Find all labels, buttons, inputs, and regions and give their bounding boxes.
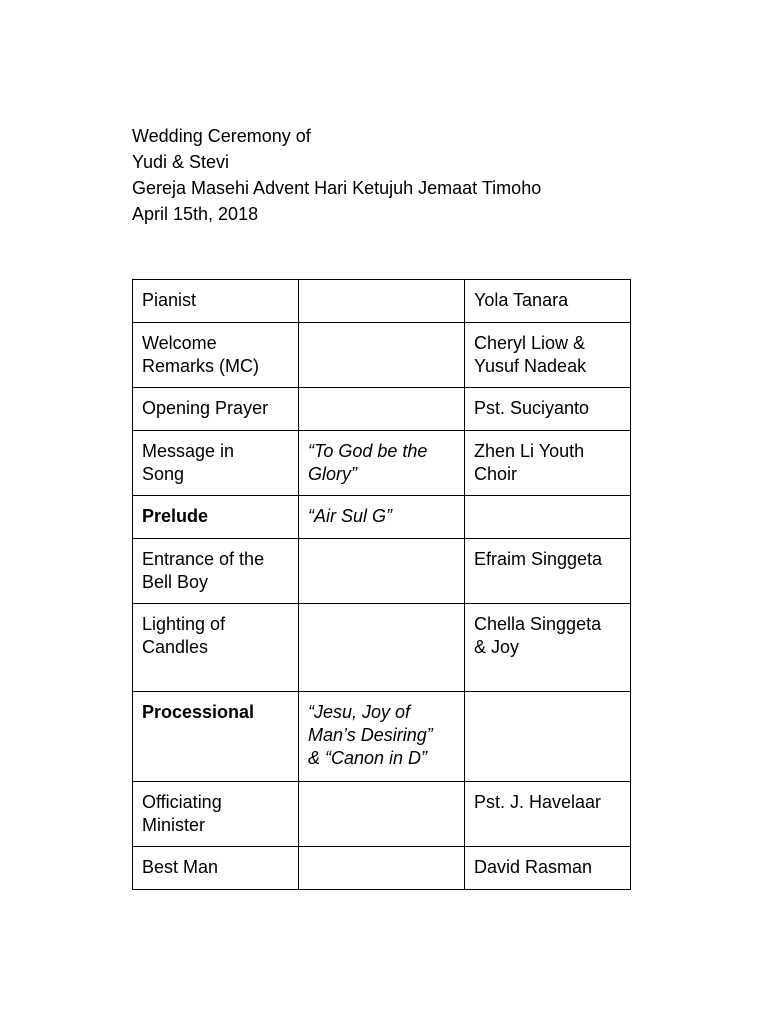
table-row bbox=[133, 280, 631, 323]
person-cell bbox=[465, 496, 631, 539]
person-text: Cheryl Liow & Yusuf Nadeak bbox=[474, 333, 587, 376]
person-cell bbox=[465, 323, 631, 388]
piece-cell bbox=[299, 280, 465, 323]
role-cell bbox=[133, 388, 299, 431]
ceremony-header bbox=[132, 123, 541, 227]
couple-names: Yudi & Stevi bbox=[132, 152, 230, 172]
person-text: Pst. Suciyanto bbox=[474, 398, 590, 418]
role-cell bbox=[133, 782, 299, 847]
program-table bbox=[132, 279, 631, 890]
role-cell bbox=[133, 323, 299, 388]
piece-cell bbox=[299, 431, 465, 496]
role-text: Opening Prayer bbox=[142, 398, 269, 418]
table-row bbox=[133, 847, 631, 890]
person-text: David Rasman bbox=[474, 857, 593, 877]
table-row bbox=[133, 782, 631, 847]
piece-text: “To God be the Glory” bbox=[308, 441, 428, 484]
ceremony-date: April 15th, 2018 bbox=[132, 204, 259, 224]
person-cell bbox=[465, 692, 631, 782]
role-text: Best Man bbox=[142, 857, 219, 877]
piece-cell bbox=[299, 496, 465, 539]
person-cell bbox=[465, 388, 631, 431]
role-cell bbox=[133, 847, 299, 890]
piece-cell bbox=[299, 323, 465, 388]
piece-cell bbox=[299, 539, 465, 604]
person-text: Chella Singgeta & Joy bbox=[474, 614, 602, 657]
table-row bbox=[133, 496, 631, 539]
table-row bbox=[133, 539, 631, 604]
role-text: Prelude bbox=[142, 506, 209, 526]
person-text: Zhen Li Youth Choir bbox=[474, 441, 585, 484]
piece-cell bbox=[299, 847, 465, 890]
table-row bbox=[133, 388, 631, 431]
person-text: Efraim Singgeta bbox=[474, 549, 603, 569]
role-text: Lighting of Candles bbox=[142, 614, 226, 657]
role-cell bbox=[133, 496, 299, 539]
role-cell bbox=[133, 604, 299, 692]
piece-cell bbox=[299, 388, 465, 431]
table-row bbox=[133, 323, 631, 388]
piece-text: “Jesu, Joy of Man’s Desiring” & “Canon in D” bbox=[308, 702, 433, 768]
person-cell bbox=[465, 782, 631, 847]
piece-cell bbox=[299, 604, 465, 692]
person-cell bbox=[465, 604, 631, 692]
person-cell bbox=[465, 431, 631, 496]
ceremony-title: Wedding Ceremony of bbox=[132, 126, 311, 146]
table-row bbox=[133, 604, 631, 692]
piece-cell bbox=[299, 782, 465, 847]
role-text: Pianist bbox=[142, 290, 197, 310]
role-cell bbox=[133, 539, 299, 604]
person-text: Pst. J. Havelaar bbox=[474, 792, 602, 812]
role-text: Entrance of the Bell Boy bbox=[142, 549, 265, 592]
table-row bbox=[133, 431, 631, 496]
person-cell bbox=[465, 280, 631, 323]
role-text: Message in Song bbox=[142, 441, 235, 484]
person-cell bbox=[465, 847, 631, 890]
person-cell bbox=[465, 539, 631, 604]
role-cell bbox=[133, 692, 299, 782]
person-text: Yola Tanara bbox=[474, 290, 569, 310]
piece-text: “Air Sul G” bbox=[308, 506, 393, 526]
role-cell bbox=[133, 431, 299, 496]
table-row bbox=[133, 692, 631, 782]
role-text: Processional bbox=[142, 702, 255, 722]
piece-cell bbox=[299, 692, 465, 782]
church-name: Gereja Masehi Advent Hari Ketujuh Jemaat Timoho bbox=[132, 178, 542, 198]
role-text: Welcome Remarks (MC) bbox=[142, 333, 259, 376]
role-text: Officiating Minister bbox=[142, 792, 222, 835]
role-cell bbox=[133, 280, 299, 323]
